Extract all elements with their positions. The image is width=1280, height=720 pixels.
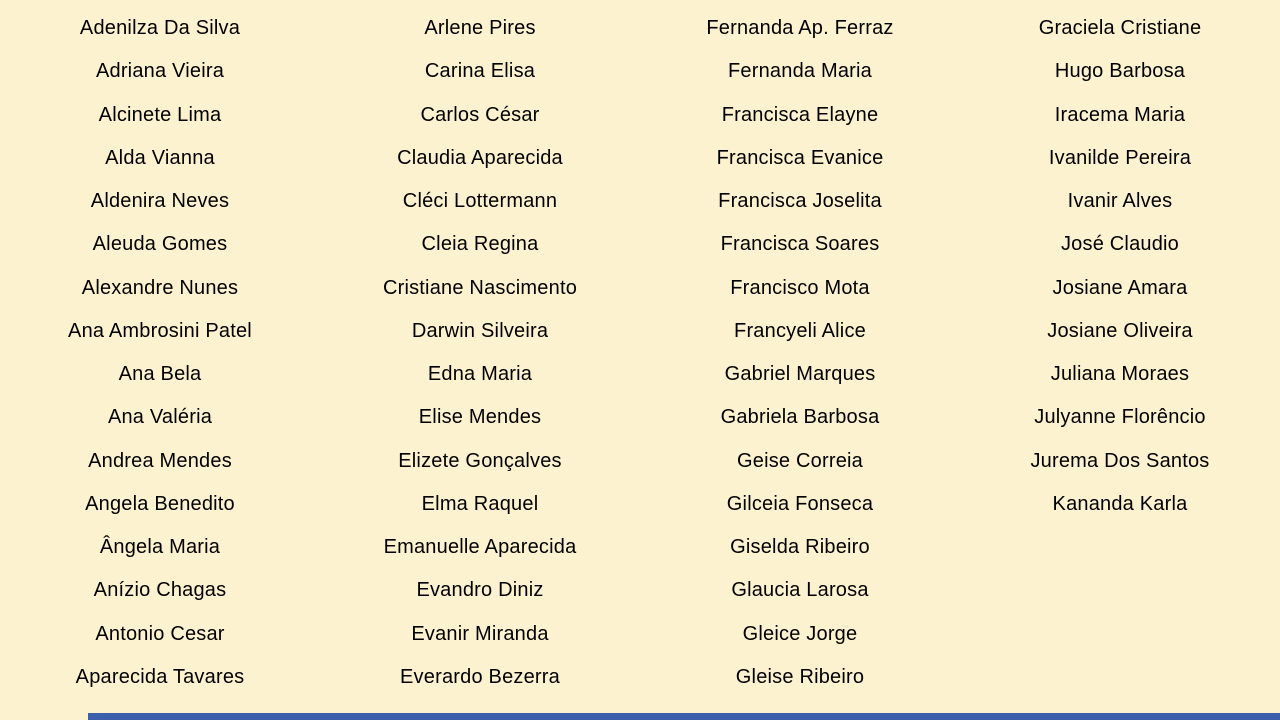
list-item: Andrea Mendes	[88, 449, 232, 472]
list-item: Emanuelle Aparecida	[383, 536, 577, 558]
list-item: Ana Valéria	[107, 406, 213, 429]
list-item: Gilceia Fonseca	[726, 492, 874, 515]
list-item: Gleise Ribeiro	[735, 665, 865, 688]
list-item: Julyanne Florêncio	[1034, 406, 1206, 429]
list-item: Alcinete Lima	[98, 103, 222, 126]
list-item: Ivanilde Pereira	[1048, 146, 1192, 169]
list-item: Ivanir Alves	[1067, 190, 1173, 212]
list-item: Aleuda Gomes	[92, 233, 228, 256]
name-column-4	[960, 7, 1280, 699]
list-item: Cleia Regina	[421, 233, 539, 256]
list-item: Jurema Dos Santos	[1030, 449, 1210, 472]
list-item: Alda Vianna	[105, 146, 215, 169]
list-item: Giselda Ribeiro	[730, 536, 870, 558]
list-item: Elizete Gonçalves	[398, 449, 562, 472]
list-item: Francisca Joselita	[718, 190, 882, 212]
list-item: Glaucia Larosa	[731, 579, 869, 602]
list-item: Cléci Lottermann	[402, 190, 558, 212]
list-item: Carlos César	[420, 103, 540, 126]
list-item: Kananda Karla	[1052, 492, 1188, 515]
list-item: Gabriel Marques	[724, 363, 876, 385]
list-item: Evandro Diniz	[416, 579, 544, 602]
list-item: Josiane Amara	[1052, 276, 1188, 299]
list-item: Fernanda Ap. Ferraz	[706, 17, 894, 39]
list-item: Iracema Maria	[1054, 103, 1186, 126]
list-item: Aldenira Neves	[90, 190, 230, 212]
list-item: Edna Maria	[427, 363, 533, 385]
list-item: Fernanda Maria	[728, 60, 872, 83]
list-item: Evanir Miranda	[411, 622, 549, 645]
list-item: José Claudio	[1060, 233, 1180, 256]
footer-accent-bar	[88, 713, 1280, 720]
name-column-1	[0, 7, 320, 699]
list-item: Claudia Aparecida	[397, 146, 563, 169]
list-item: Gleice Jorge	[742, 622, 858, 645]
list-item: Elise Mendes	[418, 406, 542, 429]
list-item: Ana Ambrosini Patel	[68, 319, 252, 342]
list-item: Anízio Chagas	[93, 579, 227, 602]
list-item: Gabriela Barbosa	[720, 406, 880, 429]
list-item: Everardo Bezerra	[400, 665, 560, 688]
list-item: Hugo Barbosa	[1054, 60, 1186, 83]
name-column-3	[640, 7, 960, 699]
list-item: Juliana Moraes	[1050, 363, 1190, 385]
list-item: Francyeli Alice	[734, 319, 866, 342]
list-item: Alexandre Nunes	[81, 276, 239, 299]
list-item: Graciela Cristiane	[1038, 17, 1202, 39]
list-item: Arlene Pires	[424, 17, 536, 39]
list-item: Francisco Mota	[730, 276, 870, 299]
list-item: Geise Correia	[737, 449, 863, 472]
list-item: Francisca Soares	[720, 233, 880, 256]
list-item: Angela Benedito	[85, 492, 235, 515]
list-item: Francisca Elayne	[721, 103, 879, 126]
list-item: Antonio Cesar	[95, 622, 225, 645]
list-item: Adenilza Da Silva	[79, 17, 241, 39]
list-item: Cristiane Nascimento	[382, 276, 578, 299]
list-item: Ana Bela	[118, 363, 202, 385]
list-item: Darwin Silveira	[411, 319, 549, 342]
list-item: Francisca Evanice	[716, 146, 884, 169]
list-item: Ângela Maria	[99, 536, 221, 558]
list-item: Elma Raquel	[421, 492, 539, 515]
name-column-2	[320, 7, 640, 699]
list-item: Josiane Oliveira	[1047, 319, 1193, 342]
list-item: Aparecida Tavares	[75, 665, 245, 688]
list-item: Adriana Vieira	[95, 60, 225, 83]
list-item: Carina Elisa	[424, 60, 536, 83]
